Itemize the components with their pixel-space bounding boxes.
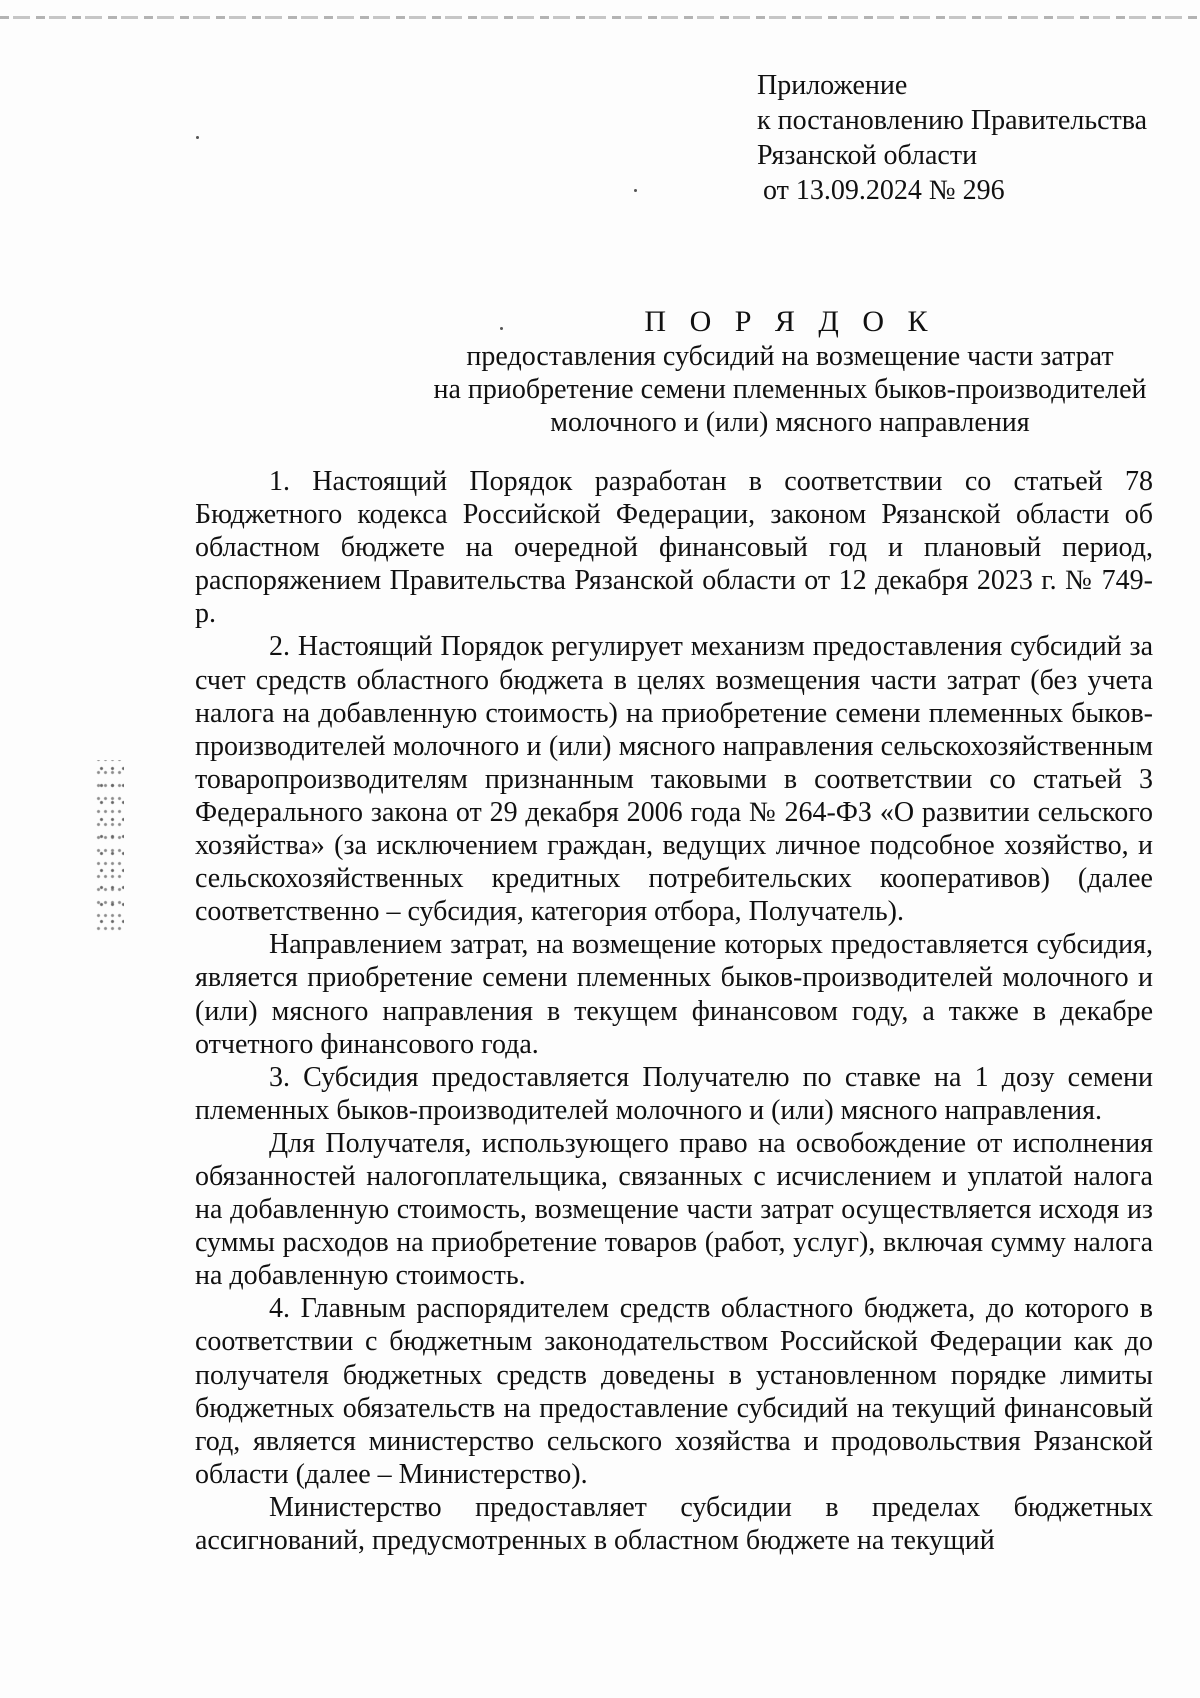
paragraph-7: Министерство предоставляет субсидии в пределах бюджетных ассигнований, предусмотренных в областном бюджете на текущий [195,1491,1153,1556]
appendix-date-line: от 13.09.2024 № 296 [763,175,1005,206]
document-subtitle-line-1: предоставления субсидий на возмещение части затрат [466,341,1114,372]
appendix-line-1: Приложение [757,70,908,101]
scan-speck [196,136,199,139]
scan-edge-artifact [0,16,1200,19]
appendix-block [757,68,1147,208]
scan-margin-marks [94,760,124,935]
paragraph-6: 4. Главным распорядителем средств областного бюджета, до которого в соответствии с бюджетным законодательством Российской Федерации как до получателя бюджетных средств доведены в установленном порядке лимиты бюджетных обязательств на предоставление субсидий на текущий финансовый год, является министерство сельского хозяйства и продовольствия Рязанской области (далее – Министерство). [195,1293,1153,1490]
paragraph-5: Для Получателя, использующего право на освобождение от исполнения обязанностей налогоплательщика, связанных с исчислением и уплатой налога на добавленную стоимость, возмещение части затрат осуществляется исходя из суммы расходов на приобретение товаров (работ, услуг), включая сумму налога на добавленную стоимость. [195,1127,1153,1292]
paragraph-3: Направлением затрат, на возмещение которых предоставляется субсидия, является приобретение семени племенных быков-производителей молочного и (или) мясного направления в текущем финансовом году, а также в декабре отчетного финансового года. [195,929,1153,1060]
appendix-line-3: Рязанской области [757,140,978,171]
document-body [195,465,1153,1557]
paragraph-2: 2. Настоящий Порядок регулирует механизм предоставления субсидий за счет средств областного бюджета в целях возмещения части затрат (без учета налога на добавленную стоимость) на приобретение семени племенных быков-производителей молочного и (или) мясного направления сельскохозяйственным товаропроизводителям признанным таковыми в соответствии со статьей 3 Федерального закона от 29 декабря 2006 года № 264-ФЗ «О развитии сельского хозяйства» (за исключением граждан, ведущих личное подсобное хозяйство, и сельскохозяйственных кредитных потребительских кооперативов) (далее соответственно – субсидия, категория отбора, Получатель). [195,631,1153,928]
paragraph-1: 1. Настоящий Порядок разработан в соответствии со статьей 78 Бюджетного кодекса Российской Федерации, законом Рязанской области об областном бюджете на очередной финансовый год и плановый период, распоряжением Правительства Рязанской области от 12 декабря 2023 г. № 749-р. [195,466,1153,630]
document-heading [190,304,1200,439]
scan-speck [634,189,637,192]
appendix-line-2: к постановлению Правительства [757,105,1148,136]
document-subtitle-line-2: на приобретение семени племенных быков-производителей [433,374,1147,405]
scan-speck [500,327,503,330]
paragraph-4: 3. Субсидия предоставляется Получателю по ставке на 1 дозу семени племенных быков-производителей молочного и (или) мясного направления. [195,1061,1153,1126]
document-subtitle-line-3: молочного и (или) мясного направления [550,407,1030,438]
document-title: П О Р Я Д О К [644,305,936,338]
